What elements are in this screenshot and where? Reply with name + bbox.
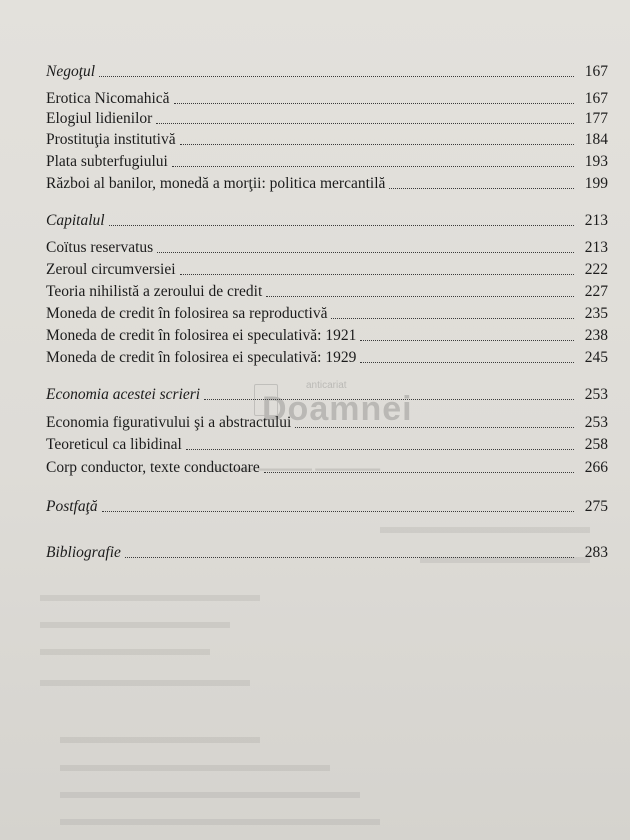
dot-leader <box>389 188 574 189</box>
dot-leader <box>109 225 574 226</box>
toc-entry-page: 193 <box>584 153 608 170</box>
dot-leader <box>99 76 574 77</box>
toc-entry-page: 235 <box>584 305 608 322</box>
toc-entry <box>46 348 608 367</box>
dot-leader <box>174 103 574 104</box>
toc-entry-title: Postfaţă <box>46 498 98 515</box>
toc-entry <box>46 413 608 432</box>
toc-entry-title: Economia figurativului şi a abstractului <box>46 414 292 431</box>
toc-entry-title: Negoţul <box>46 63 96 80</box>
toc-entry-title: Capitalul <box>46 212 105 229</box>
toc-entry-page: 253 <box>584 386 608 403</box>
toc-entry-page: 238 <box>584 327 608 344</box>
toc-entry <box>46 435 608 454</box>
toc-entry <box>46 130 608 149</box>
toc-entry-title: Corp conductor, texte conductoare <box>46 459 260 476</box>
toc-entry-page: 167 <box>584 63 608 80</box>
toc-entry-page: 213 <box>584 212 608 229</box>
toc-entry-page: 245 <box>584 349 608 366</box>
toc-entry-page: 266 <box>584 459 608 476</box>
toc-entry-title: Prostituţia institutivă <box>46 131 176 148</box>
toc-entry-page: 213 <box>584 239 608 256</box>
toc-entry <box>46 260 608 279</box>
toc-entry <box>46 62 608 81</box>
dot-leader <box>172 166 574 167</box>
dot-leader <box>102 511 574 512</box>
dot-leader <box>360 340 574 341</box>
toc-entry <box>46 543 608 562</box>
toc-entry-title: Economia acestei scrieri <box>46 386 201 403</box>
toc-entry-title: Teoria nihilistă a zeroului de credit <box>46 283 263 300</box>
dot-leader <box>186 449 574 450</box>
toc-entry-title: Elogiul lidienilor <box>46 110 153 127</box>
toc-entry-page: 283 <box>584 544 608 561</box>
toc-entry-title: Zeroul circumversiei <box>46 261 176 278</box>
dot-leader <box>180 144 574 145</box>
toc-entry-title: Erotica Nicomahică <box>46 90 170 107</box>
toc-entry <box>46 326 608 345</box>
toc-entry <box>46 109 608 128</box>
dot-leader <box>157 252 574 253</box>
toc-entry-title: Plata subterfugiului <box>46 153 168 170</box>
toc-entry-page: 199 <box>584 175 608 192</box>
dot-leader <box>331 318 574 319</box>
toc-entry-title: Bibliografie <box>46 544 121 561</box>
toc-entry <box>46 89 608 108</box>
watermark-main-text: Doamnei <box>262 390 413 428</box>
dot-leader <box>360 362 574 363</box>
dot-leader <box>264 472 574 473</box>
toc-entry-title: Moneda de credit în folosirea ei speculativă: 1921 <box>46 327 357 344</box>
toc-entry <box>46 282 608 301</box>
toc-entry <box>46 458 608 477</box>
toc-entry <box>46 497 608 516</box>
toc-entry-title: Teoreticul ca libidinal <box>46 436 182 453</box>
toc-entry-title: Război al banilor, monedă a morţii: politica mercantilă <box>46 175 386 192</box>
toc-entry <box>46 238 608 257</box>
watermark-top-text: anticariat <box>306 380 347 391</box>
toc-entry-page: 275 <box>584 498 608 515</box>
toc-entry-page: 253 <box>584 414 608 431</box>
toc-entry-page: 222 <box>584 261 608 278</box>
toc-entry-title: Moneda de credit în folosirea sa reproductivă <box>46 305 328 322</box>
dot-leader <box>156 123 574 124</box>
dot-leader <box>266 296 574 297</box>
toc-entry-title: Coïtus reservatus <box>46 239 154 256</box>
dot-leader <box>125 557 574 558</box>
dot-leader <box>180 274 574 275</box>
dot-leader <box>295 427 574 428</box>
toc-entry-page: 258 <box>584 436 608 453</box>
toc-entry-title: Moneda de credit în folosirea ei speculativă: 1929 <box>46 349 357 366</box>
toc-entry <box>46 211 608 230</box>
toc-entry-page: 227 <box>584 283 608 300</box>
dot-leader <box>204 399 574 400</box>
toc-entry <box>46 174 608 193</box>
toc-entry-page: 167 <box>584 90 608 107</box>
toc-entry <box>46 304 608 323</box>
toc-entry-page: 184 <box>584 131 608 148</box>
svg-text:▁▁▁▁▁▁ ▁▁▁▁▁ ▁▁▁▁: ▁▁▁▁▁▁ ▁▁▁▁▁ ▁▁▁▁ <box>211 468 380 483</box>
toc-entry-page: 177 <box>584 110 608 127</box>
toc-entry <box>46 385 608 404</box>
toc-entry <box>46 152 608 171</box>
